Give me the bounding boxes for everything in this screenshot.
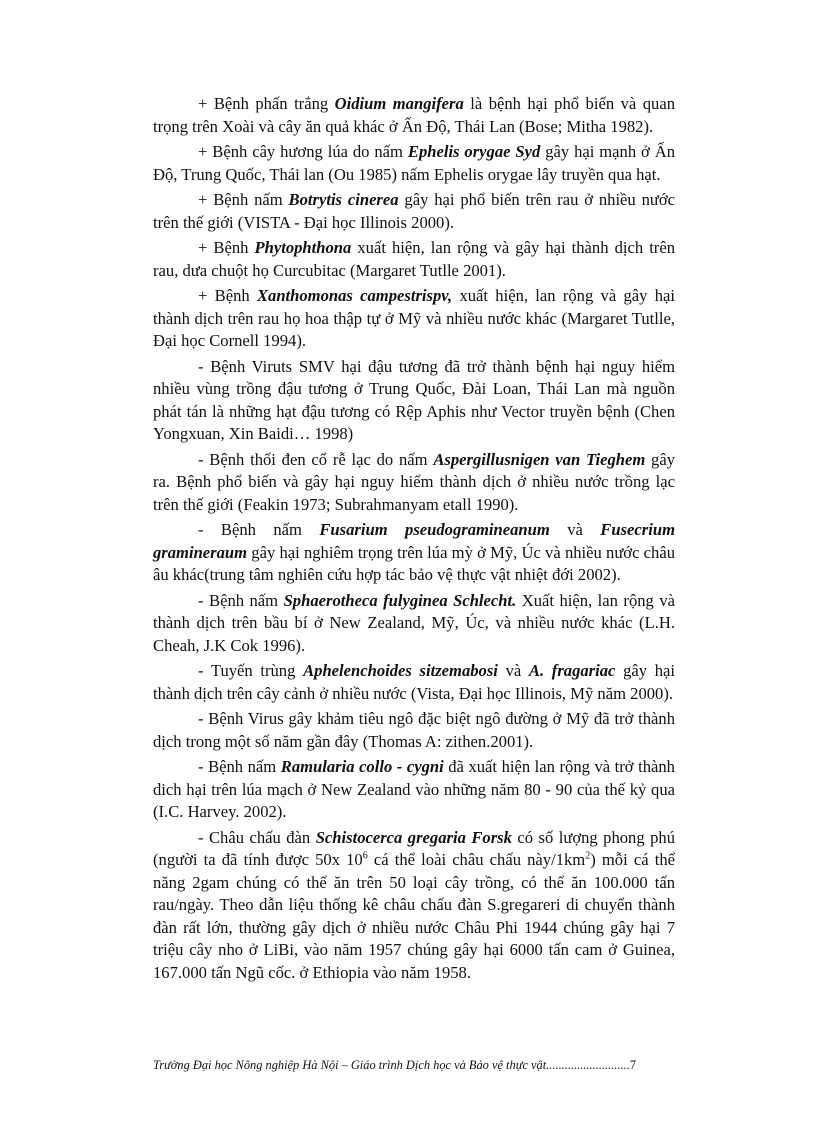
- superscript: 6: [362, 850, 368, 862]
- scientific-name: Phytophthona: [254, 238, 352, 257]
- paragraph: [153, 449, 675, 517]
- paragraph-text: và: [497, 661, 529, 680]
- paragraph: [153, 285, 675, 353]
- paragraph-text: + Bệnh: [198, 286, 257, 305]
- scientific-name: A. fragariac: [528, 661, 616, 680]
- scientific-name: Aphelenchoides sitzemabosi: [303, 661, 498, 680]
- scientific-name: Schistocerca gregaria Forsk: [315, 827, 512, 847]
- paragraph-text: xuất hiện, lan rộng và gây hại thành dịch trên rau họ hoa thập tự ở Mỹ và nhiều nước khác (Margaret Tutlle, Đại học Cornell 1994).: [153, 286, 675, 350]
- scientific-name: Botrytis cinerea: [288, 190, 399, 209]
- paragraph-text: - Bệnh Viruts SMV hại đậu tương đã trở thành bệnh hại nguy hiểm nhiều vùng trồng đậu tương ở Trung Quốc, Đài Loan, Thái Lan mà nguồn phát tán là những hạt đậu tương có Rệp Aphis như Vector truyền bệnh (Chen Yongxuan, Xin Baidi… 1998): [153, 356, 675, 443]
- paragraph: [153, 519, 675, 587]
- paragraph-text: gây ra. Bệnh phổ biến và gây hại nguy hiểm thành dịch ở nhiều nước trồng lạc trên thế giới (Feakin 1973; Subrahmanyam etall 1990).: [153, 449, 675, 514]
- paragraph-text: là bệnh hại phổ biến và quan trọng trên Xoài và cây ăn quả khác ở Ấn Độ, Thái Lan (Bose; Mitha 1982).: [153, 94, 675, 136]
- superscript: 2: [585, 850, 591, 862]
- page-number: 7: [629, 1058, 637, 1072]
- scientific-name: Oidium mangifera: [334, 94, 464, 113]
- paragraph: [153, 237, 675, 282]
- paragraph-text: ) mỗi cá thể năng 2gam chúng có thể ăn trên 50 loại cây trồng, có thể ăn 100.000 tấn rau/ngày. Theo dẫn liệu thống kê châu chấu đàn S.gregareri di chuyển thành đàn rất lớn, thường gây dịch ở nhiều nước Châu Phi 1944 chúng gây hại 7 triệu cây nho ở LiBi, vào năm 1957 chúng gây hại 6000 tấn cam ở Guinea, 167.000 tấn Ngũ cốc. ở Ethiopia vào năm 1958.: [153, 850, 675, 982]
- paragraph: [153, 827, 675, 985]
- paragraph-text: - Bệnh Virus gây khảm tiêu ngô đặc biệt ngô đường ở Mỹ đã trở thành dịch trong một số năm gần đây (Thomas A: zithen.2001).: [153, 709, 675, 751]
- paragraph-text: gây hại phổ biến trên rau ở nhiều nước trên thế giới (VISTA - Đại học Illinois 2000).: [153, 190, 675, 232]
- scientific-name: Fusarium pseudogramineanum: [319, 520, 550, 539]
- paragraph-text: + Bệnh phấn trắng: [198, 94, 335, 113]
- paragraph: [153, 141, 675, 186]
- paragraph-text: - Bệnh nấm: [198, 757, 281, 776]
- paragraph-text: cá thể loài châu chấu này/1km: [367, 850, 586, 869]
- paragraph-text: - Bệnh thối đen cổ rễ lạc do nấm: [198, 449, 434, 469]
- paragraph-text: gây hại thành dịch trên cây cảnh ở nhiều nước (Vista, Đại học Illinois, Mỹ năm 2000).: [153, 661, 675, 703]
- paragraph-text: - Tuyến trùng: [198, 661, 304, 680]
- footer-text: Trường Đại học Nông nghiệp Hà Nội – Giáo trình Dịch học và Bảo vệ thực vật...........................: [153, 1058, 630, 1072]
- paragraph-text: - Bệnh nấm: [198, 520, 320, 539]
- paragraph: [153, 756, 675, 824]
- paragraph: [153, 590, 675, 658]
- paragraph-text: đã xuất hiện lan rộng và trở thành dich hại trên lúa mạch ở New Zealand vào những năm 80 - 90 của thế kỷ qua (I.C. Harvey. 2002).: [153, 757, 675, 821]
- paragraph-text: + Bệnh: [198, 238, 255, 257]
- scientific-name: Xanthomonas campestrispv,: [256, 286, 453, 305]
- paragraph-text: + Bệnh cây hương lúa do nấm: [198, 142, 408, 161]
- scientific-name: Aspergillusnigen van Tieghem: [433, 449, 646, 469]
- paragraph-text: có số lượng phong phú (người ta đã tính được 50x 10: [153, 827, 675, 869]
- scientific-name: Ephelis orygae Syd: [407, 142, 541, 161]
- paragraph-text: - Bệnh nấm: [198, 590, 284, 610]
- paragraph: [153, 660, 675, 705]
- page-footer: [153, 1058, 675, 1073]
- paragraph-text: gây hại mạnh ở Ấn Độ, Trung Quốc, Thái lan (Ou 1985) nấm Ephelis orygae lây truyền qua hạt.: [153, 142, 676, 184]
- paragraph-text: - Châu chấu đàn: [198, 827, 316, 847]
- document-body: [153, 93, 675, 987]
- scientific-name: Fusecrium gramineraum: [153, 520, 675, 562]
- paragraph: [153, 356, 675, 446]
- scientific-name: Ramularia collo - cygni: [280, 757, 444, 776]
- paragraph-text: Xuất hiện, lan rộng và thành dịch trên bầu bí ở New Zealand, Mỹ, Úc, và nhiều nước khác (L.H. Cheah, J.K Cok 1996).: [153, 590, 675, 655]
- paragraph: [153, 93, 675, 138]
- paragraph: [153, 708, 675, 753]
- paragraph-text: và: [549, 520, 601, 539]
- paragraph-text: + Bệnh nấm: [198, 190, 289, 209]
- paragraph: [153, 189, 675, 234]
- paragraph-text: xuất hiện, lan rộng và gây hại thành dịch trên rau, dưa chuột họ Curcubitac (Margaret Tutlle 2001).: [153, 238, 675, 280]
- scientific-name: Sphaerotheca fulyginea Schlecht.: [283, 590, 517, 610]
- paragraph-text: gây hại nghiêm trọng trên lúa mỳ ở Mỹ, Úc và nhiều nước châu âu khác(trung tâm nghiên cứu hợp tác bảo vệ thực vật nhiệt đới 2002).: [153, 542, 675, 584]
